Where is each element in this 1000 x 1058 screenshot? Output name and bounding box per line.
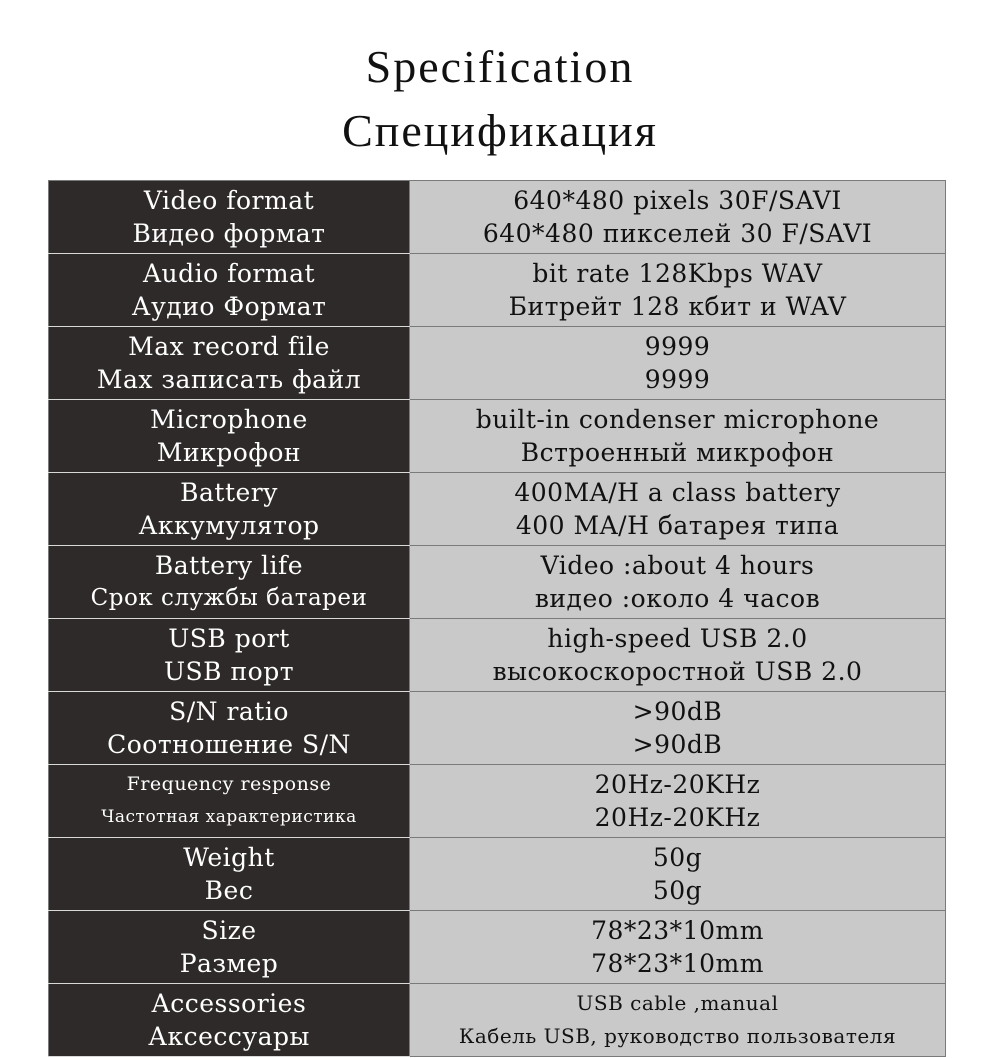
spec-row-weight xyxy=(49,838,946,911)
spec-value-ru: 640*480 пикселей 30 F/SAVI xyxy=(482,219,873,248)
spec-label-en: USB port xyxy=(168,624,290,653)
spec-label-ru: Срок службы батареи xyxy=(90,585,368,611)
page-title-russian: Спецификация xyxy=(342,105,658,156)
specification-table xyxy=(48,180,946,1057)
spec-row-microphone xyxy=(49,400,946,473)
spec-label-en: Battery life xyxy=(154,551,304,580)
spec-label-ru: Аккумулятор xyxy=(138,511,320,540)
spec-label-ru: Вес xyxy=(204,876,254,905)
spec-label-ru: Max записать файл xyxy=(96,365,362,394)
spec-value-ru: 78*23*10mm xyxy=(591,949,764,978)
spec-value-ru: 9999 xyxy=(644,365,711,394)
spec-value-en: 640*480 pixels 30F/SAVI xyxy=(513,186,842,215)
spec-label-en: Battery xyxy=(180,478,278,507)
spec-label-ru: Размер xyxy=(179,949,279,978)
spec-label-en: Accessories xyxy=(151,989,307,1018)
spec-value-cell xyxy=(410,473,946,546)
spec-label-ru: USB порт xyxy=(163,657,295,686)
spec-label-ru: Частотная характеристика xyxy=(101,807,357,827)
spec-label-cell xyxy=(49,400,410,473)
spec-row-accessories xyxy=(49,984,946,1057)
spec-value-ru: >90dB xyxy=(632,730,723,759)
spec-label-cell xyxy=(49,473,410,546)
spec-value-ru: Кабель USB, руководство пользователя xyxy=(458,1024,897,1048)
spec-row-size xyxy=(49,911,946,984)
spec-value-en: 50g xyxy=(652,843,703,872)
spec-row-audio-format xyxy=(49,254,946,327)
spec-value-cell xyxy=(410,838,946,911)
spec-label-cell xyxy=(49,692,410,765)
spec-value-en: 400MA/H a class battery xyxy=(514,478,841,507)
spec-value-en: Video :about 4 hours xyxy=(540,551,815,580)
spec-label-cell xyxy=(49,765,410,838)
spec-row-battery-life xyxy=(49,546,946,619)
spec-value-cell xyxy=(410,765,946,838)
spec-label-en: Microphone xyxy=(150,405,308,434)
spec-value-ru: Битрейт 128 кбит и WAV xyxy=(508,292,847,321)
spec-value-ru: высокоскоростной USB 2.0 xyxy=(492,657,863,686)
spec-label-cell xyxy=(49,838,410,911)
spec-value-cell xyxy=(410,546,946,619)
spec-label-en: Frequency response xyxy=(126,773,332,795)
spec-value-cell xyxy=(410,911,946,984)
spec-label-ru: Соотношение S/N xyxy=(107,730,351,759)
spec-value-ru: видео :около 4 часов xyxy=(534,584,821,613)
spec-label-cell xyxy=(49,181,410,254)
spec-label-en: Video format xyxy=(143,186,315,215)
spec-label-ru: Видео формат xyxy=(132,219,326,248)
spec-value-en: 9999 xyxy=(644,332,711,361)
spec-value-en: 78*23*10mm xyxy=(591,916,764,945)
spec-row-video-format xyxy=(49,181,946,254)
spec-value-ru: 20Hz-20KHz xyxy=(594,803,761,832)
spec-value-ru: 50g xyxy=(652,876,703,905)
spec-label-en: Max record file xyxy=(128,332,330,361)
spec-value-cell xyxy=(410,619,946,692)
page-title-english: Specification xyxy=(365,41,635,92)
spec-value-cell xyxy=(410,692,946,765)
spec-label-cell xyxy=(49,327,410,400)
spec-value-cell xyxy=(410,254,946,327)
spec-value-cell xyxy=(410,327,946,400)
spec-value-ru: 400 MA/H батарея типа xyxy=(515,511,840,540)
spec-value-en: 20Hz-20KHz xyxy=(594,770,761,799)
spec-row-usb-port xyxy=(49,619,946,692)
spec-label-cell xyxy=(49,619,410,692)
spec-value-en: built-in condenser microphone xyxy=(475,405,880,434)
spec-value-en: USB cable ,manual xyxy=(576,991,779,1015)
spec-label-ru: Микрофон xyxy=(156,438,302,467)
spec-row-sn-ratio xyxy=(49,692,946,765)
spec-row-max-record-file xyxy=(49,327,946,400)
spec-value-cell xyxy=(410,400,946,473)
spec-value-en: bit rate 128Kbps WAV xyxy=(532,259,823,288)
spec-value-cell xyxy=(410,984,946,1057)
spec-label-ru: Аксессуары xyxy=(148,1022,310,1051)
spec-label-en: Audio format xyxy=(142,259,316,288)
spec-row-battery xyxy=(49,473,946,546)
spec-label-ru: Аудио Формат xyxy=(131,292,327,321)
spec-value-ru: Встроенный микрофон xyxy=(520,438,835,467)
spec-label-en: S/N ratio xyxy=(169,697,289,726)
spec-label-en: Weight xyxy=(183,843,275,872)
spec-label-cell xyxy=(49,984,410,1057)
spec-value-cell xyxy=(410,181,946,254)
spec-label-cell xyxy=(49,254,410,327)
spec-label-en: Size xyxy=(201,916,257,945)
spec-value-en: >90dB xyxy=(632,697,723,726)
spec-label-cell xyxy=(49,911,410,984)
spec-label-cell xyxy=(49,546,410,619)
spec-value-en: high-speed USB 2.0 xyxy=(547,624,808,653)
spec-row-frequency-response xyxy=(49,765,946,838)
